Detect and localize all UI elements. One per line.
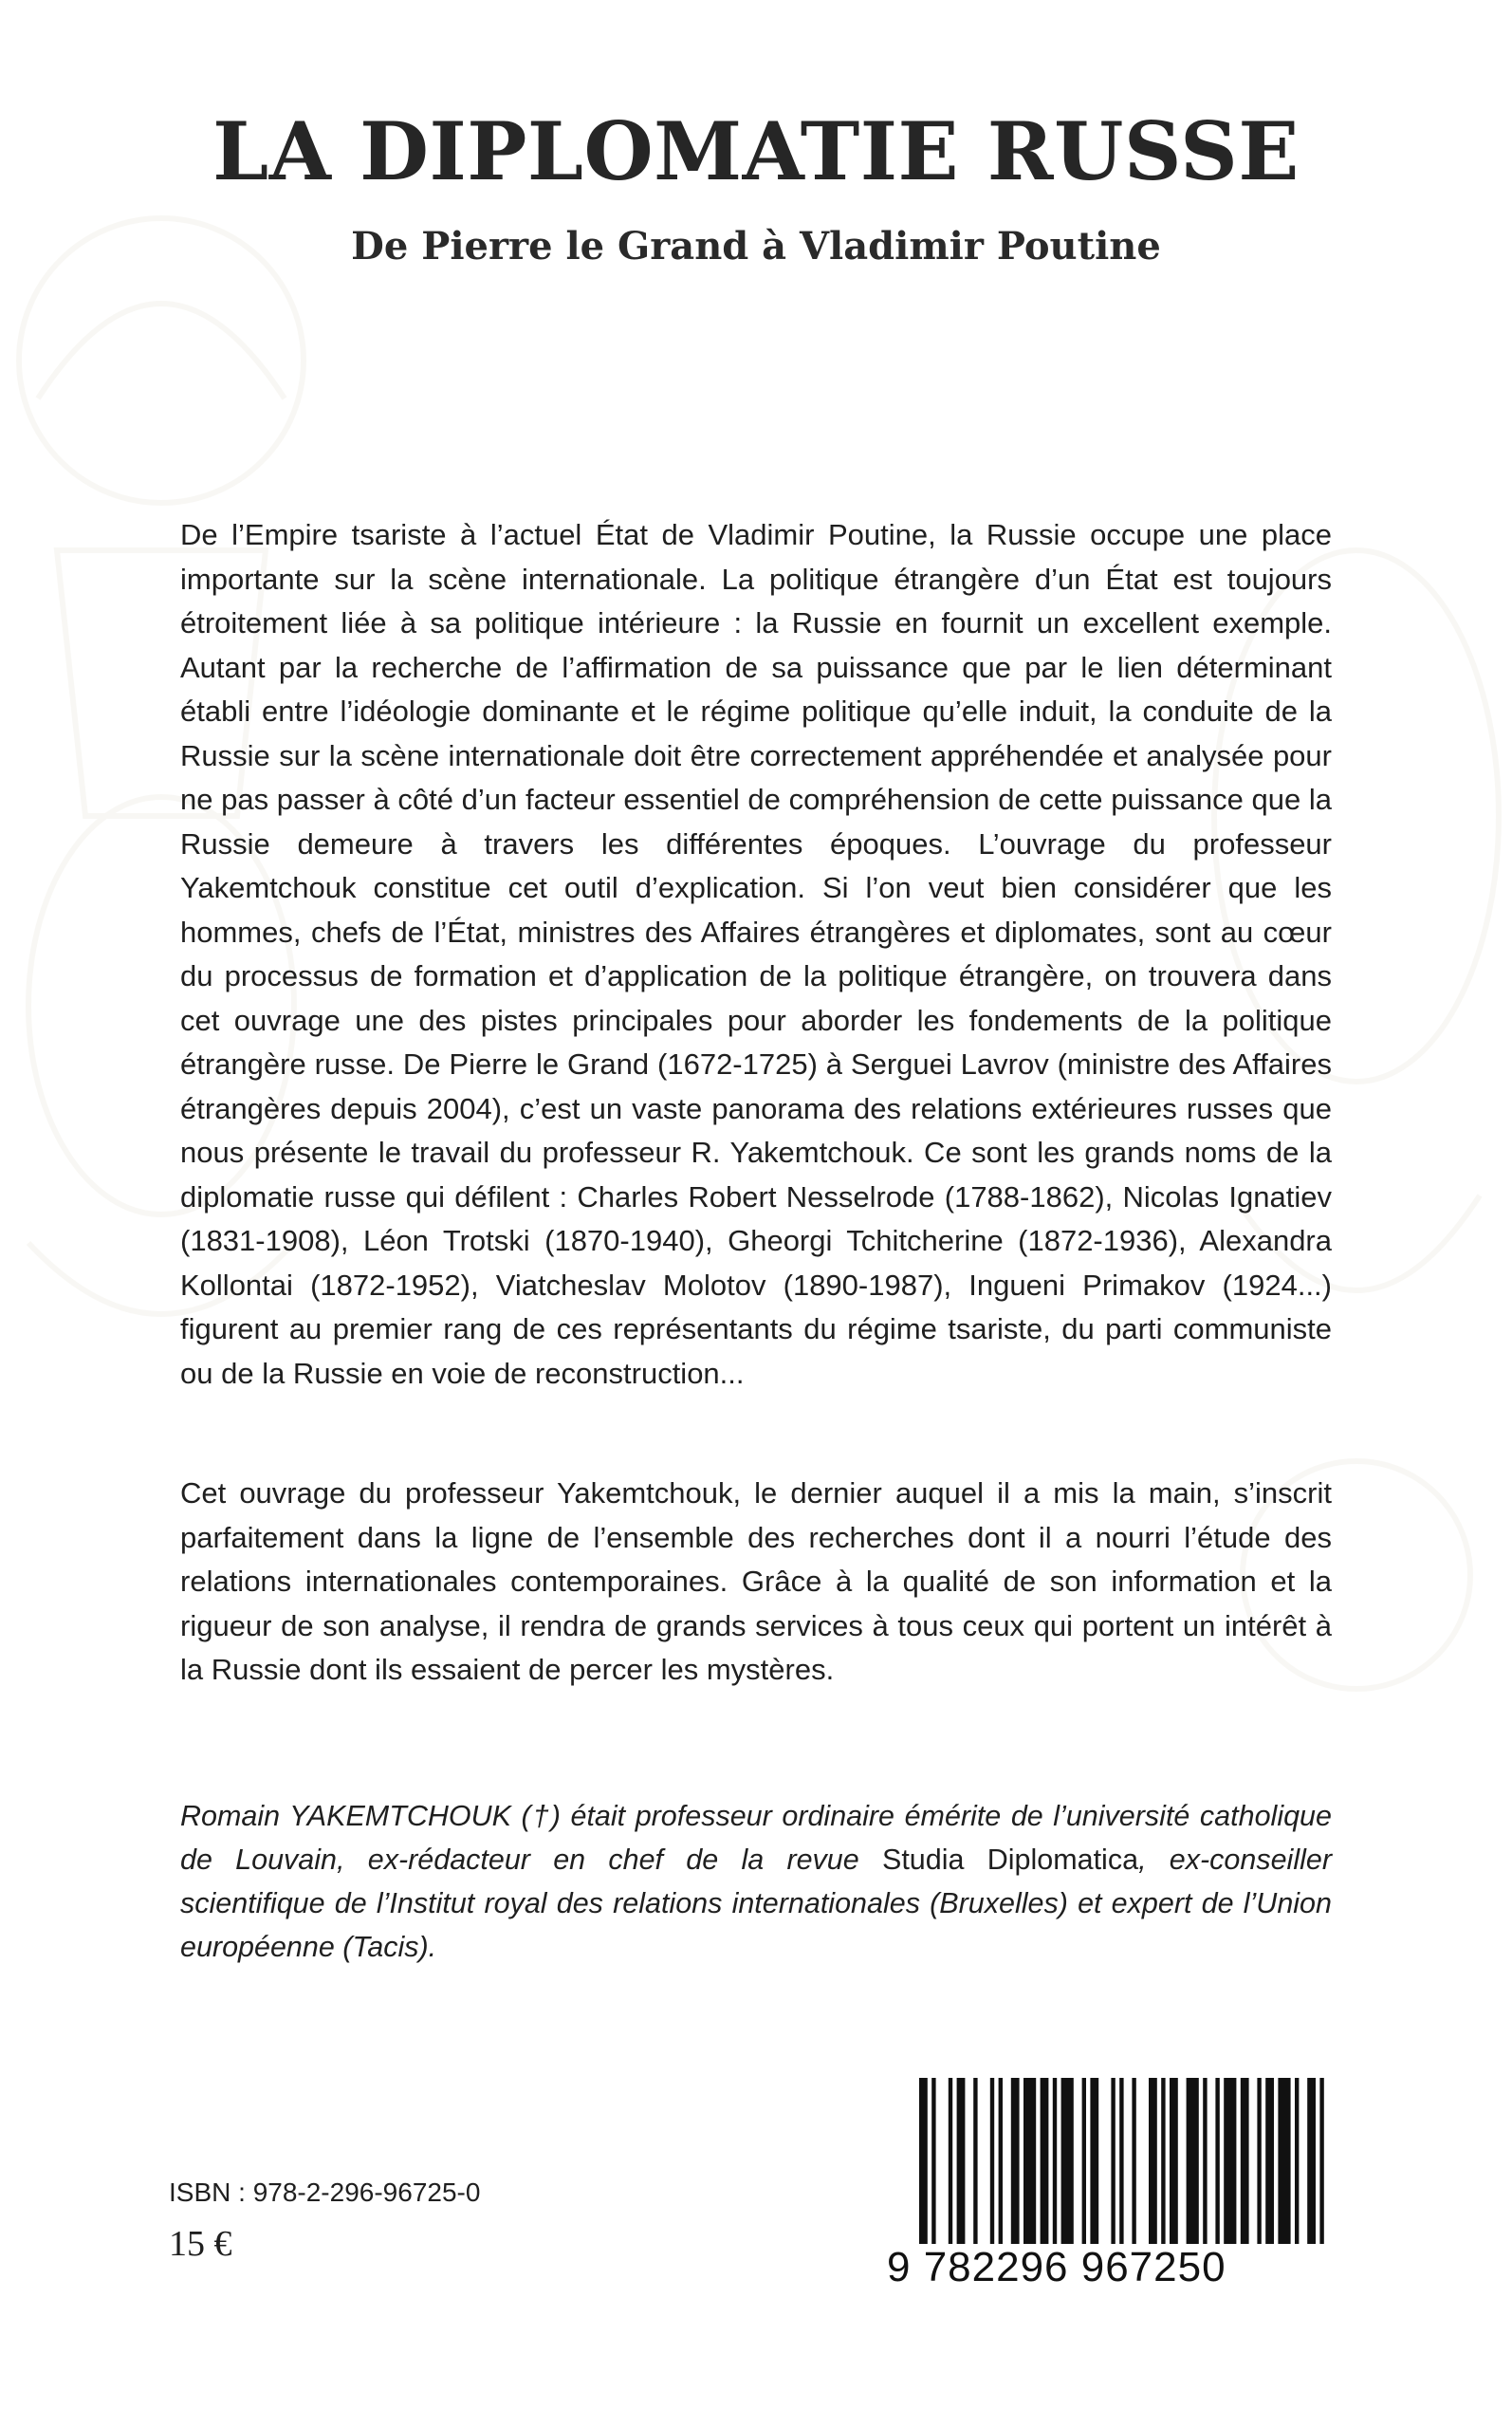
barcode-bar xyxy=(949,2078,952,2244)
bio-text-part-2: , ex-conseiller scientifique de l’Institut royal des relations internationales (Bruxelles) et expert de l’Union européenne (Tacis). xyxy=(180,1843,1332,1963)
barcode-bar xyxy=(990,2078,994,2244)
barcode-bar xyxy=(1161,2078,1165,2244)
barcode-bar xyxy=(1149,2078,1157,2244)
barcode-bar xyxy=(1187,2078,1199,2244)
barcode-bar xyxy=(1011,2078,1020,2244)
book-subtitle: De Pierre le Grand à Vladimir Poutine xyxy=(351,224,1161,269)
barcode-bar xyxy=(1295,2078,1299,2244)
barcode-bar xyxy=(1170,2078,1178,2244)
barcode-bar xyxy=(1265,2078,1274,2244)
barcode-bar xyxy=(1041,2078,1049,2244)
barcode-bar xyxy=(919,2078,928,2244)
barcode-digits: 9 782296 967250 xyxy=(887,2244,1226,2290)
barcode-bar xyxy=(999,2078,1003,2244)
barcode-bar xyxy=(1215,2078,1219,2244)
barcode-bar xyxy=(1307,2078,1316,2244)
barcode-bar xyxy=(1111,2078,1115,2244)
barcode-bar xyxy=(1090,2078,1098,2244)
barcode-bars-graphic xyxy=(919,2078,1337,2244)
barcode-bar xyxy=(1132,2078,1135,2244)
barcode-bar xyxy=(1319,2078,1323,2244)
author-name: Romain YAKEMTCHOUK xyxy=(180,1799,511,1832)
price-label: 15 € xyxy=(169,2224,232,2264)
summary-paragraph-2: Cet ouvrage du professeur Yakemtchouk, le dernier auquel il a mis la main, s’inscrit parfaitement dans la ligne de l’ensemble des recherches dont il a nourri l’étude des relations internationales contemporaines. Grâce à la qualité de son information et la rigueur de son analyse, il rendra de grands services à tous ceux qui portent un intérêt à la Russie dont ils essaient de percer les mystères. xyxy=(180,1476,1332,1686)
barcode-bar xyxy=(1257,2078,1261,2244)
barcode-bar xyxy=(931,2078,935,2244)
barcode-bar xyxy=(973,2078,977,2244)
barcode-bar xyxy=(1023,2078,1036,2244)
barcode-bar xyxy=(1241,2078,1249,2244)
bio-text-part-1: (†) était professeur ordinaire émérite de l’université catholique de Louvain, ex-rédacteur en chef de la revue xyxy=(180,1799,1332,1876)
barcode-bar xyxy=(1061,2078,1074,2244)
barcode-bar xyxy=(1082,2078,1086,2244)
book-title: LA DIPLOMATIE RUSSE xyxy=(212,104,1300,198)
barcode-bar xyxy=(1278,2078,1290,2244)
isbn-barcode xyxy=(887,2068,1342,2290)
barcode-bar xyxy=(1203,2078,1207,2244)
summary-paragraph-1: De l’Empire tsariste à l’actuel État de Vladimir Poutine, la Russie occupe une place importante sur la scène internationale. La politique étrangère d’un État est toujours étroitement liée à sa politique intérieure : la Russie en fournit un excellent exemple. Autant par la recherche de l’affirmation de sa puissance que par le lien déterminant établi entre l’idéologie dominante et le régime politique qu’elle induit, la conduite de la Russie sur la scène internationale doit être correctement appréhendée et analysée pour ne pas passer à côté d’un facteur essentiel de compréhension de cette puissance que la Russie demeure à travers les différentes époques. L’ouvrage du professeur Yakemtchouk constitue cet outil d’explication. Si l’on veut bien considérer que les hommes, chefs de l’État, ministres des Affaires étrangères et diplomates, sont au cœur du processus de formation et d’application de la politique étrangère, on trouvera dans cet ouvrage une des pistes principales pour aborder les fondements de la politique étrangère russe. De Pierre le Grand (1672-1725) à Serguei Lavrov (ministre des Affaires étrangères depuis 2004), c’est un vaste panorama des relations extérieures russes que nous présente le travail du professeur R. Yakemtchouk. Ce sont les grands noms de la diplomatie russe qui défilent : Charles Robert Nesselrode (1788-1862), Nicolas Ignatiev (1831-1908), Léon Trotski (1870-1940), Gheorgi Tchitcherine (1872-1936), Alexandra Kollontai (1872-1952), Viatcheslav Molotov (1890-1987), Ingueni Primakov (1924...) figurent au premier rang de ces représentants du régime tsariste, du parti communiste ou de la Russie en voie de reconstruction... xyxy=(180,518,1332,1390)
barcode-bar xyxy=(1053,2078,1057,2244)
author-bio xyxy=(180,1794,1332,1969)
journal-name: Studia Diplomatica xyxy=(881,1843,1139,1876)
isbn-label: ISBN : 978-2-296-96725-0 xyxy=(169,2177,481,2207)
barcode-bar xyxy=(1224,2078,1236,2244)
barcode-bar xyxy=(957,2078,966,2244)
barcode-bar xyxy=(1119,2078,1123,2244)
